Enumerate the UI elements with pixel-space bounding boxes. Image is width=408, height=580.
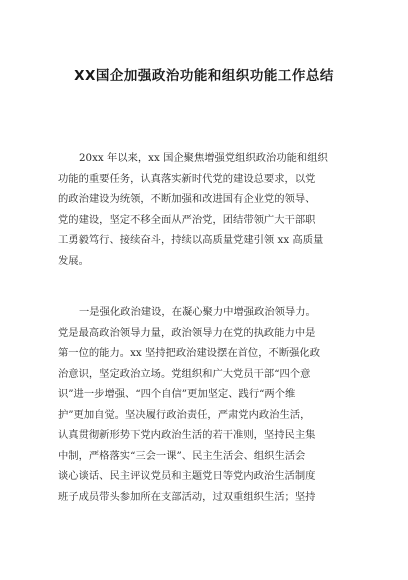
- document-title: XX国企加强政治功能和组织功能工作总结: [74, 68, 334, 84]
- text-line: 认真贯彻新形势下党内政治生活的若干准则，坚持民主集: [58, 429, 316, 441]
- paragraph-political-construction: [58, 302, 358, 507]
- text-line: 第一位的能力。xx 坚持把政治建设摆在首位，不断强化政: [58, 347, 321, 359]
- text-line: 一是强化政治建设，在凝心聚力中增强政治领导力。: [79, 306, 316, 318]
- text-line: 治意识，坚定政治立场。党组织和广大党员干部“四个意: [58, 367, 311, 380]
- text-line: 谈心谈话、民主评议党员和主题党日等党内政治生活制度: [58, 470, 316, 482]
- text-line: 中制，严格落实“三会一课”、民主生活会、组织生活会: [58, 449, 306, 462]
- text-line: 识”进一步增强、“四个自信”更加坚定、践行“两个维: [58, 388, 296, 400]
- text-line: 发展。: [58, 254, 89, 267]
- text-line: 班子成员带头参加所在支部活动，过双重组织生活；坚持: [58, 490, 316, 503]
- text-line: 党是最高政治领导力量，政治领导力在党的执政能力中是: [58, 326, 316, 339]
- paragraph-intro: [58, 148, 358, 271]
- text-line: 功能的重要任务，认真落实新时代党的建设总要求，以党: [58, 172, 316, 185]
- text-line: 工勇毅笃行、接续奋斗，持续以高质量党建引领 xx 高质量: [58, 234, 324, 246]
- text-line: 20xx 年以来，xx 国企聚焦增强党组织政治功能和组织: [79, 152, 328, 164]
- text-line: 的政治建设为统领，不断加强和改进国有企业党的领导、: [58, 193, 316, 205]
- text-line: 党的建设，坚定不移全面从严治党，团结带领广大干部职: [58, 213, 316, 226]
- text-line: 护”更加自觉。坚决履行政治责任，严肃党内政治生活，: [58, 408, 311, 421]
